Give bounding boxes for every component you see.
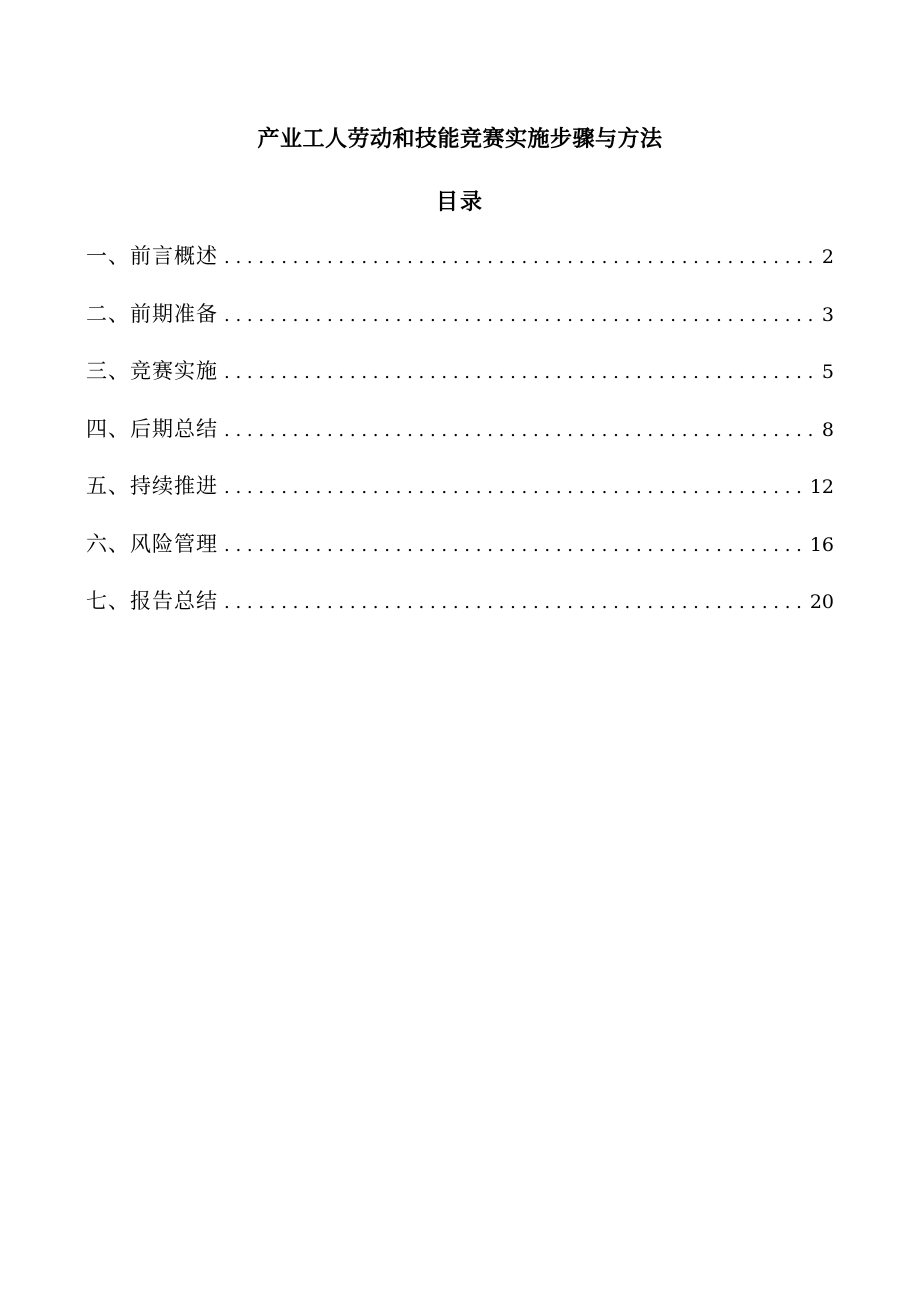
toc-dot-leader [224, 362, 818, 383]
toc-page-number: 16 [809, 533, 834, 556]
toc-heading: 目录 [435, 190, 484, 215]
toc-dot-leader [224, 420, 818, 441]
toc-entry-review[interactable] [86, 413, 834, 471]
toc-page-number: 3 [821, 303, 834, 326]
document-title: 产业工人劳动和技能竞赛实施步骤与方法 [257, 127, 663, 152]
toc-entry-label: 三、竞赛实施 [86, 359, 218, 383]
toc-entry-continuation[interactable] [86, 470, 834, 528]
toc-entry-risk-management[interactable] [86, 528, 834, 586]
toc-dot-leader [224, 247, 818, 268]
toc-entry-label: 七、报告总结 [86, 589, 218, 613]
toc-page-number: 12 [809, 476, 834, 498]
toc-entry-summary[interactable] [86, 585, 834, 643]
toc-entry-preparation[interactable] [86, 298, 834, 356]
toc-entry-preface[interactable] [86, 240, 834, 298]
toc-dot-leader [224, 535, 806, 556]
toc-dot-leader [224, 305, 818, 326]
toc-page-number: 5 [821, 361, 834, 383]
toc-dot-leader [224, 477, 806, 498]
toc-entry-label: 一、前言概述 [86, 244, 218, 268]
toc-entry-label: 二、前期准备 [86, 301, 218, 326]
toc-entry-label: 五、持续推进 [86, 474, 218, 498]
toc-entry-implementation[interactable] [86, 355, 834, 413]
toc-entry-label: 四、后期总结 [86, 416, 218, 441]
toc-entry-label: 六、风险管理 [86, 531, 218, 556]
toc-page-number: 20 [809, 591, 834, 613]
table-of-contents [86, 240, 834, 643]
toc-page-number: 2 [821, 246, 834, 268]
toc-dot-leader [224, 592, 806, 613]
toc-page-number: 8 [821, 418, 834, 441]
